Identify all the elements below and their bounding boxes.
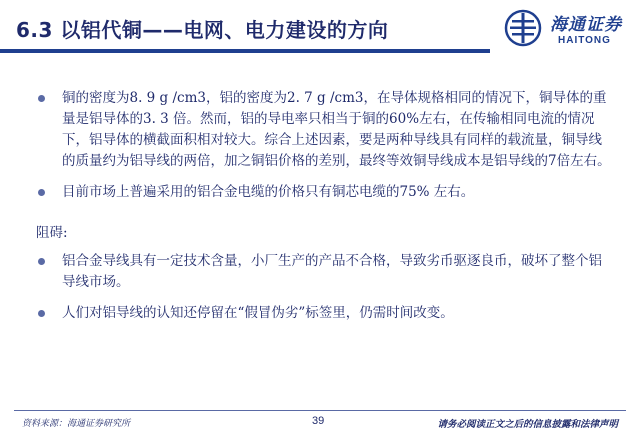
footer-source: 资料来源：海通证券研究所 xyxy=(22,419,131,429)
bullet-dot-icon xyxy=(38,189,45,196)
bullet-item-perception xyxy=(30,303,614,324)
slide-content xyxy=(30,88,614,334)
bullet-text: 目前市场上普遍采用的铝合金电缆的价格只有铜芯电缆的75% 左右。 xyxy=(62,184,475,200)
footer-disclaimer: 请务必阅读正文之后的信息披露和法律声明 xyxy=(437,419,618,430)
bullet-dot-icon xyxy=(38,258,45,265)
bullet-text: 铜的密度为8. 9 g /cm3，铝的密度为2. 7 g /cm3，在导体规格相同的情况下，铜导体的重量是铝导体的3. 3 倍。然而，铝的导电率只相当于铜的60%左右，在传输相同电流的情况下，铝导体的横截面积相对较大。综合上述因素，要是两种导线具有同样的载流量，铜导线的质量约为铝导线的两倍，加之铜铝价格的差别，最终等效铜导线成本是铝导线的7倍左右。 xyxy=(62,90,611,169)
title-underline xyxy=(0,49,490,53)
logo-text-cn: 海通证券 xyxy=(550,15,622,35)
bullet-text: 铝合金导线具有一定技术含量，小厂生产的产品不合格，导致劣币驱逐良币，破坏了整个铝导线市场。 xyxy=(62,253,602,290)
bullet-item-price xyxy=(30,182,614,203)
footer-divider xyxy=(14,410,626,411)
slide-title: 6.3 以铝代铜——电网、电力建设的方向 xyxy=(16,18,389,42)
haitong-logo xyxy=(500,6,632,52)
obstacles-heading: 阻碍: xyxy=(36,225,68,241)
bullet-dot-icon xyxy=(38,95,45,102)
bullet-dot-icon xyxy=(38,310,45,317)
bullet-item-quality xyxy=(30,251,614,293)
slide-header xyxy=(0,0,640,58)
slide-footer xyxy=(0,410,640,443)
logo-text-en: HAITONG xyxy=(558,35,611,46)
page-number: 39 xyxy=(312,415,325,427)
bullet-text: 人们对铝导线的认知还停留在“假冒伪劣”标签里，仍需时间改变。 xyxy=(62,305,454,321)
bullet-item-density xyxy=(30,88,614,172)
haitong-logo-icon xyxy=(504,9,542,47)
